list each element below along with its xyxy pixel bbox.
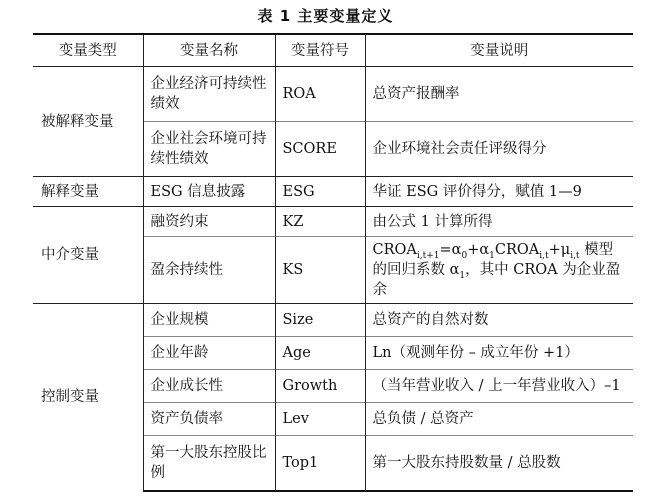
formula-text: CROA bbox=[494, 242, 540, 258]
variable-name-cell: 融资约束 bbox=[143, 207, 275, 237]
formula-text: +μ bbox=[548, 242, 571, 258]
variable-description-cell: 总资产的自然对数 bbox=[365, 304, 633, 337]
header-variable-type: 变量类型 bbox=[33, 34, 143, 67]
formula-subscript: i,t+1 bbox=[416, 250, 440, 261]
variable-name-cell: 第一大股东控股比例 bbox=[143, 436, 275, 491]
variable-description-cell bbox=[365, 237, 633, 304]
variable-definition-table bbox=[33, 33, 633, 492]
variable-name-cell: 企业经济可持续性绩效 bbox=[143, 67, 275, 122]
variable-description-cell: 总资产报酬率 bbox=[365, 67, 633, 122]
variable-name-cell: 企业成长性 bbox=[143, 370, 275, 403]
formula-text: 模型的回归系数 α bbox=[372, 242, 614, 278]
formula-subscript: i,t bbox=[570, 250, 580, 261]
variable-description-cell: Ln（观测年份 – 成立年份 +1） bbox=[365, 337, 633, 370]
table-caption: 表 1 主要变量定义 bbox=[257, 7, 394, 25]
variable-description-cell: 华证 ESG 评价得分，赋值 1—9 bbox=[365, 177, 633, 207]
variable-type-cell: 中介变量 bbox=[33, 207, 143, 304]
table-row bbox=[33, 207, 633, 237]
variable-symbol-cell: KS bbox=[275, 237, 365, 304]
table-row bbox=[33, 67, 633, 122]
variable-description-cell: 由公式 1 计算所得 bbox=[365, 207, 633, 237]
table-row bbox=[33, 304, 633, 337]
variable-name-cell: 企业年龄 bbox=[143, 337, 275, 370]
variable-symbol-cell: Top1 bbox=[275, 436, 365, 491]
variable-symbol-cell: Age bbox=[275, 337, 365, 370]
header-row bbox=[33, 34, 633, 67]
variable-type-cell: 解释变量 bbox=[33, 177, 143, 207]
variable-type-cell: 被解释变量 bbox=[33, 67, 143, 177]
header-variable-description: 变量说明 bbox=[365, 34, 633, 67]
variable-symbol-cell: Size bbox=[275, 304, 365, 337]
variable-name-cell: 企业规模 bbox=[143, 304, 275, 337]
formula-subscript: 0 bbox=[461, 250, 468, 261]
variable-name-cell: ESG 信息披露 bbox=[143, 177, 275, 207]
variable-name-cell: 资产负债率 bbox=[143, 403, 275, 436]
variable-description-cell: （当年营业收入 / 上一年营业收入）–1 bbox=[365, 370, 633, 403]
variable-name-cell: 企业社会环境可持续性绩效 bbox=[143, 122, 275, 177]
formula-text: ，其中 CROA 为企业盈余 bbox=[372, 262, 621, 298]
variable-type-cell: 控制变量 bbox=[33, 304, 143, 491]
formula-subscript: i,t bbox=[539, 250, 549, 261]
variable-symbol-cell: SCORE bbox=[275, 122, 365, 177]
table-row bbox=[33, 177, 633, 207]
variable-symbol-cell: ROA bbox=[275, 67, 365, 122]
header-variable-symbol: 变量符号 bbox=[275, 34, 365, 67]
formula-subscript: 1 bbox=[459, 270, 466, 281]
formula-subscript: 1 bbox=[489, 250, 495, 261]
variable-symbol-cell: KZ bbox=[275, 207, 365, 237]
variable-symbol-cell: Lev bbox=[275, 403, 365, 436]
header-variable-name: 变量名称 bbox=[143, 34, 275, 67]
variable-description-cell: 企业环境社会责任评级得分 bbox=[365, 122, 633, 177]
formula-text: CROA bbox=[372, 242, 417, 258]
formula-text: =α bbox=[439, 242, 462, 258]
variable-symbol-cell: ESG bbox=[275, 177, 365, 207]
variable-description-cell: 第一大股东持股数量 / 总股数 bbox=[365, 436, 633, 491]
formula-text: +α bbox=[467, 242, 490, 258]
variable-symbol-cell: Growth bbox=[275, 370, 365, 403]
variable-name-cell: 盈余持续性 bbox=[143, 237, 275, 304]
variable-description-cell: 总负债 / 总资产 bbox=[365, 403, 633, 436]
